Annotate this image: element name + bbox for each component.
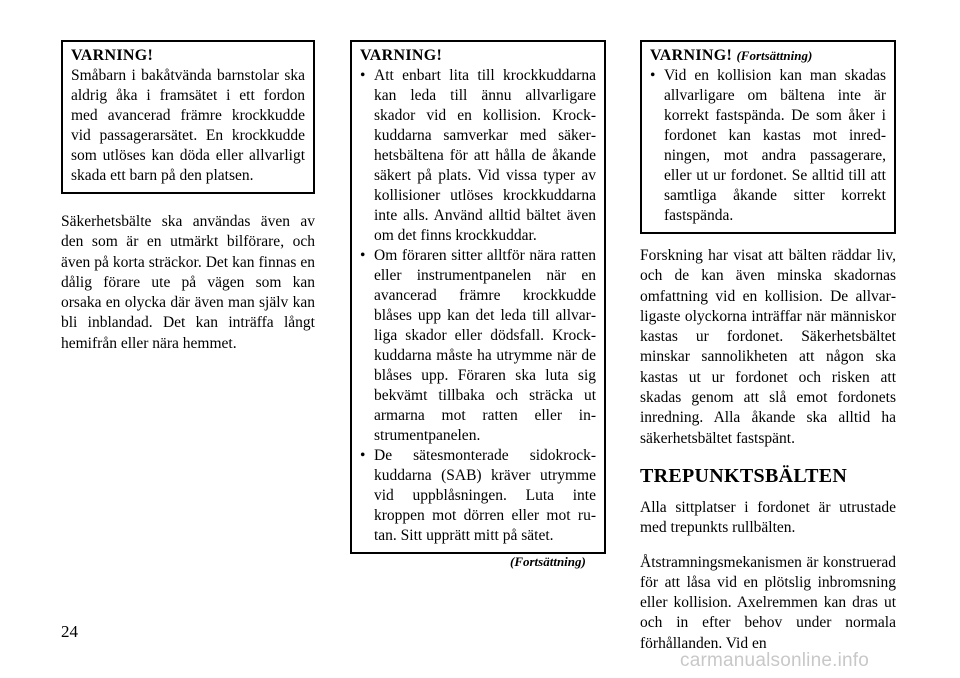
paragraph-seatbelt-usage: Säkerhetsbälte ska användas även av den som är en utmärkt bilförare, och även på korta sträckor. Det kan finnas en dålig förare ute på vägen som kan orsaka en olycka där även man själv kan bli inblandad. Det kan inträffa långt hemifrån eller nära hemmet. <box>61 213 315 352</box>
section-heading: TREPUNKTSBÄLTEN <box>640 464 848 487</box>
warning-title: VARNING! <box>71 47 154 64</box>
paragraph-research: Forskning har visat att bälten räddar liv, och de kan även minska skadornas omfattning vid en kollision. De allvarligaste olyckorna inträffar när människor kastas ur fordonet. Säkerhetsbältet minskar sannolikheten att någon ska kastas ut ur fordonet och risken att skadas genom att slå emot fordonets inredning. Alla åkande ska alltid ha säkerhetsbältet fastspänt. <box>640 247 896 447</box>
warning-title: VARNING! <box>360 47 443 64</box>
column-right <box>640 40 896 654</box>
watermark: carmanualsonline.info <box>680 650 870 671</box>
continued-label: (Fortsättning) <box>510 554 586 569</box>
warning-box-child-seat <box>61 40 315 194</box>
warning-list <box>360 66 596 546</box>
warning-list-item: • Att enbart lita till krockkuddarna kan leda till ännu allvarligare skador vid en kollision. Krockkuddarna samverkar med säkerhetsbältena för att hålla de åkande säkert på plats. Vid vissa typer av kollisioner utlöses krockkuddarna inte alls. Använd alltid bältet även om det finns krockkuddar. <box>360 66 596 246</box>
warning-list-item: • Vid en kollision kan man skadas allvarligare om bältena inte är korrekt fastspända. De som åker i fordonet kan kastas mot inredningen, mot andra passagerare, eller ut ur fordonet. Se alltid till att samtliga åkande sitter korrekt fastspända. <box>650 66 886 226</box>
warning-list-item: • De sätesmonterade sidokrockkuddarna (SAB) kräver utrymme vid uppblåsningen. Luta inte kroppen mot dörren eller mot rutan. Sitt upprätt mitt på sätet. <box>360 446 596 546</box>
warning-box-continued <box>640 40 896 234</box>
warning-list <box>650 66 886 226</box>
warning-title <box>650 46 886 66</box>
column-left <box>61 40 315 354</box>
warning-box-airbags <box>350 40 606 554</box>
column-middle <box>350 40 606 554</box>
page-number: 24 <box>61 622 78 641</box>
paragraph-three-point: Alla sittplatser i fordonet är utrustade med trepunkts rullbälten. <box>640 498 896 537</box>
warning-title-text: VARNING! <box>650 47 733 64</box>
paragraph-retractor: Åtstramningsmekanismen är konstruerad för att låsa vid en plötslig inbromsning eller kollision. Axelremmen kan dras ut och in efter behov under normala förhållanden. Vid en <box>640 553 896 652</box>
warning-title-suffix: (Fortsättning) <box>736 48 813 63</box>
warning-text: Småbarn i bakåtvända barnstolar ska aldrig åka i framsätet i ett fordon med avancerad främre krockkudde vid passagerarsätet. En krockkudde som utlöses kan döda eller allvarligt skada ett barn på den platsen. <box>71 67 305 184</box>
warning-list-item: • Om föraren sitter alltför nära ratten eller instrumentpanelen när en avancerad främre krockkudde blåses upp kan det leda till allvarliga skador eller dödsfall. Krockkuddarna måste ha utrymme när de blåses upp. Föraren ska luta sig bekvämt tillbaka och sträcka ut armarna mot ratten eller instrumentpanelen. <box>360 246 596 446</box>
